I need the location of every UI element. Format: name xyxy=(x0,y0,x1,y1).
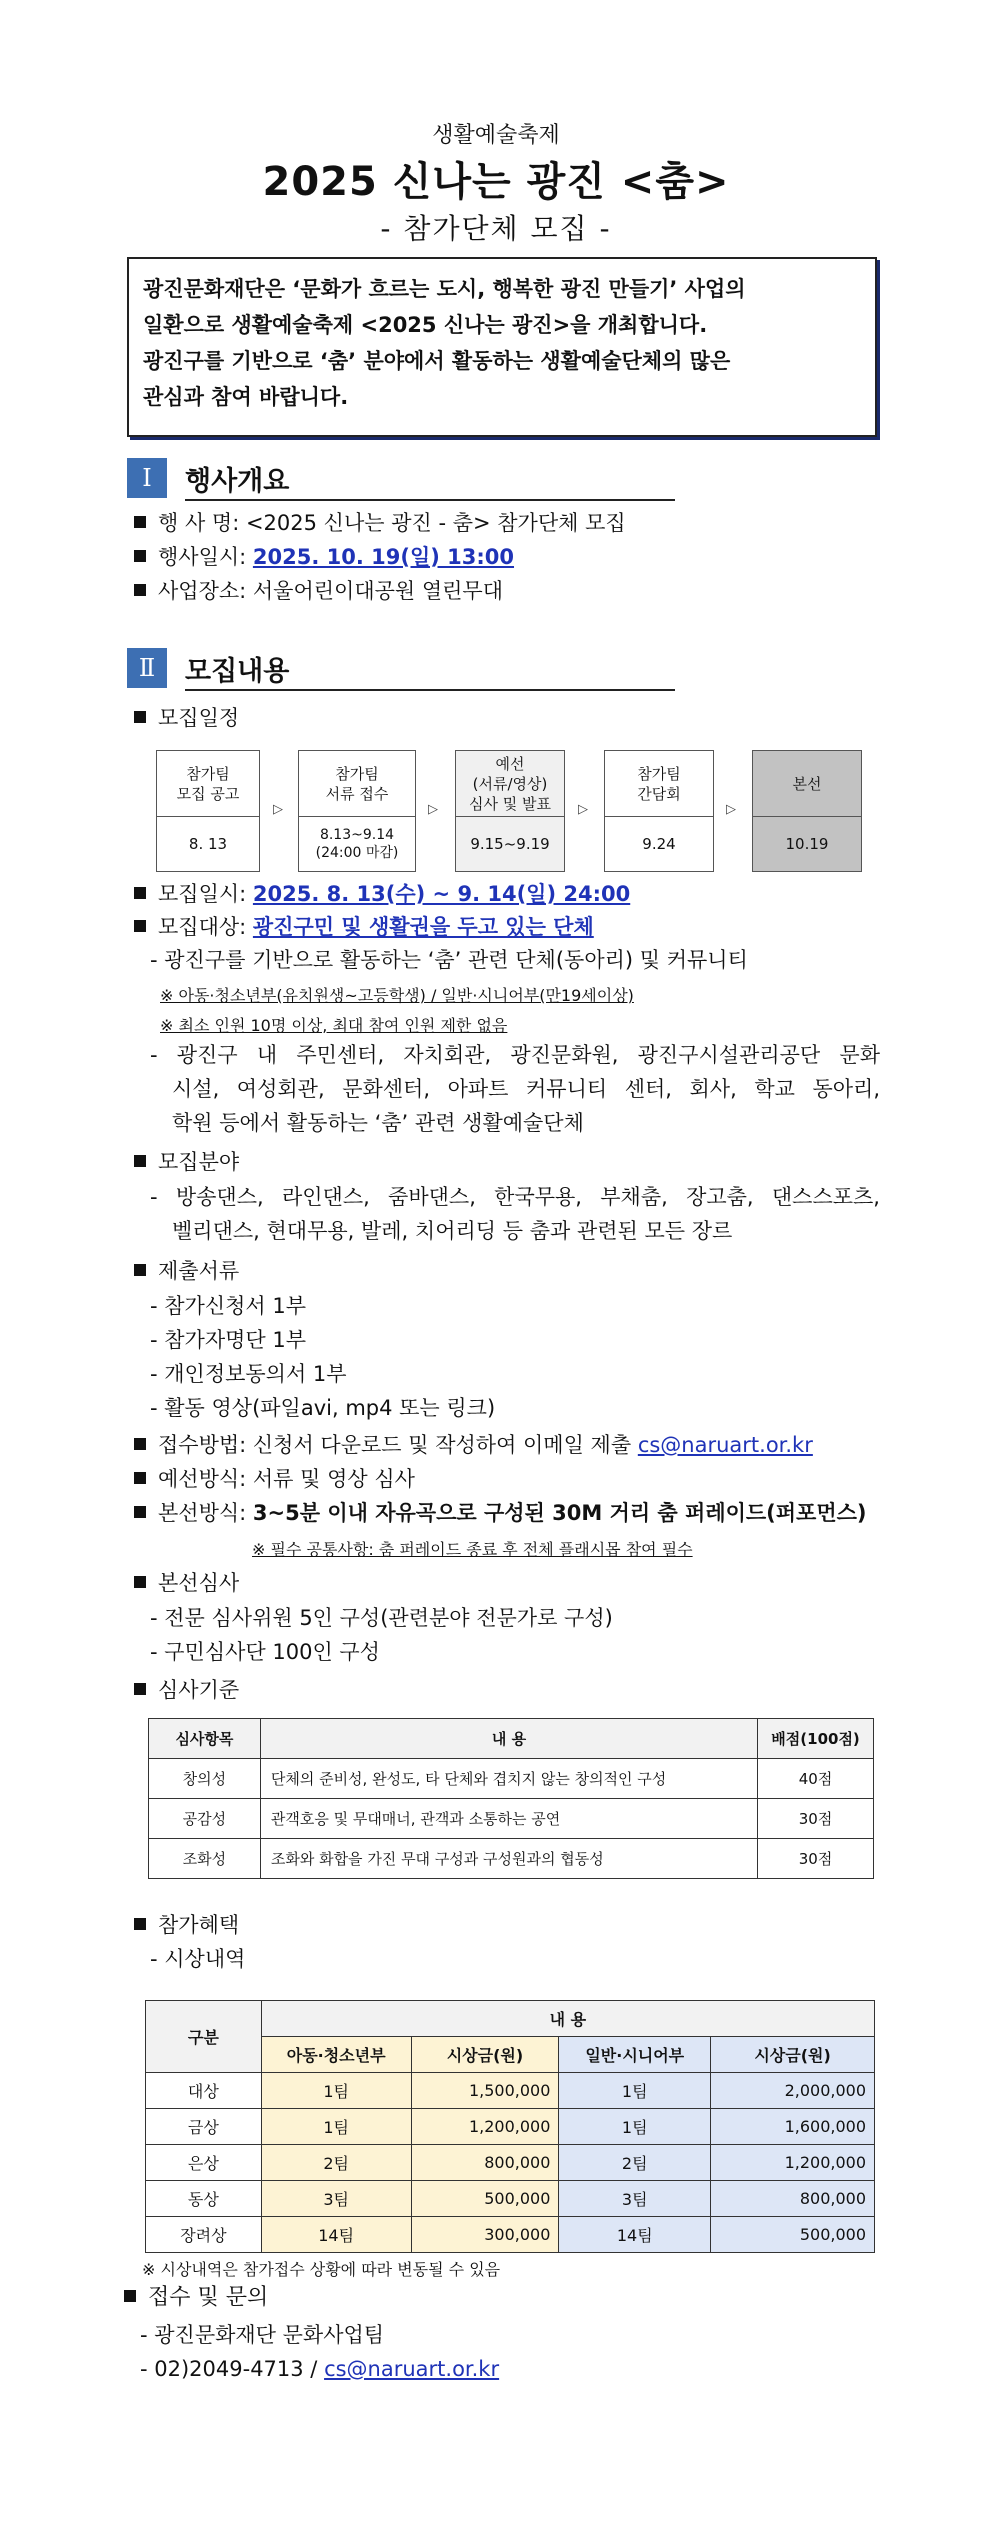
field-detail: 벨리댄스, 현대무용, 발레, 치어리딩 등 춤과 관련된 모든 장르 xyxy=(172,1219,733,1243)
period-value: 2025. 8. 13(수) ~ 9. 14(일) 24:00 xyxy=(252,882,631,906)
timeline-step-title: 참가팀 간담회 xyxy=(605,751,713,817)
table-cell: 1팀 xyxy=(559,2073,711,2109)
field-label: 모집분야 xyxy=(134,1147,239,1177)
table-cell: 3팀 xyxy=(559,2181,711,2217)
timeline-step xyxy=(604,750,714,872)
section-title: 모집내용 xyxy=(185,655,290,687)
event-venue-item: 사업장소: 서울어린이대공원 열린무대 xyxy=(134,576,503,606)
table-cell: 1팀 xyxy=(261,2109,411,2145)
table-row xyxy=(146,2181,875,2217)
square-bullet-icon xyxy=(134,920,146,932)
judge-detail: - 구민심사단 100인 구성 xyxy=(150,1640,380,1664)
docs-item: - 활동 영상(파일avi, mp4 또는 링크) xyxy=(150,1396,496,1420)
contact-phone: - 02)2049-4713 / cs@naruart.or.kr xyxy=(140,2357,500,2381)
arrow-right-icon: ▷ xyxy=(578,802,588,817)
table-row xyxy=(146,2145,875,2181)
timeline-step-date: 8. 13 xyxy=(188,835,228,853)
square-bullet-icon xyxy=(134,1438,146,1450)
timeline-step-title: 본선 xyxy=(753,751,861,817)
square-bullet-icon xyxy=(134,516,146,528)
submit-item: 접수방법: 신청서 다운로드 및 작성하여 이메일 제출 cs@naruart.or.kr xyxy=(134,1430,813,1460)
judge-label: 본선심사 xyxy=(134,1568,239,1598)
event-date-value: 2025. 10. 19(일) 13:00 xyxy=(252,545,515,569)
timeline-step-date: 9.24 xyxy=(642,835,676,853)
prize-note: ※ 시상내역은 참가접수 상황에 따라 변동될 수 있음 xyxy=(142,2260,501,2279)
table-cell: 14팀 xyxy=(261,2217,411,2253)
table-cell: 800,000 xyxy=(411,2145,559,2181)
contact-team: - 광진문화재단 문화사업팀 xyxy=(140,2323,385,2347)
target-note: ※ 아동·청소년부(유치원생~고등학생) / 일반·시니어부(만19세이상) xyxy=(160,986,634,1005)
page-subtitle: - 참가단체 모집 - xyxy=(380,212,612,245)
section-underline xyxy=(185,689,675,691)
event-date-item: 행사일시: 2025. 10. 19(일) 13:00 xyxy=(134,542,514,572)
table-cell: 1,200,000 xyxy=(411,2109,559,2145)
table-row xyxy=(149,1799,874,1839)
intro-line: 광진구를 기반으로 ‘춤’ 분야에서 활동하는 생활예술단체의 많은 xyxy=(143,349,731,373)
prize-table xyxy=(145,2000,875,2253)
table-cell: 금상 xyxy=(146,2109,262,2145)
table-header-row xyxy=(146,2001,875,2037)
table-header: 아동·청소년부 xyxy=(261,2037,411,2073)
square-bullet-icon xyxy=(134,584,146,596)
section-header-recruitment xyxy=(127,645,289,691)
table-cell: 500,000 xyxy=(711,2217,875,2253)
timeline-step-date: 9.15~9.19 xyxy=(470,835,550,853)
square-bullet-icon xyxy=(134,1264,146,1276)
table-header: 내 용 xyxy=(261,2001,874,2037)
table-header-row xyxy=(149,1719,874,1759)
target-detail: - 광진구를 기반으로 활동하는 ‘춤’ 관련 단체(동아리) 및 커뮤니티 xyxy=(150,948,748,972)
table-row xyxy=(149,1759,874,1799)
arrow-right-icon: ▷ xyxy=(428,802,438,817)
timeline-step-date: 8.13~9.14 (24:00 마감) xyxy=(315,827,399,861)
table-header: 내 용 xyxy=(260,1719,757,1759)
square-bullet-icon xyxy=(134,1472,146,1484)
square-bullet-icon xyxy=(134,1918,146,1930)
table-cell: 800,000 xyxy=(711,2181,875,2217)
final-note: ※ 필수 공통사항: 춤 퍼레이드 종료 후 전체 플래시몹 참여 필수 xyxy=(252,1540,693,1559)
square-bullet-icon xyxy=(134,550,146,562)
schedule-label: 모집일정 xyxy=(134,703,239,733)
docs-item: - 참가자명단 1부 xyxy=(150,1328,307,1352)
section-title: 행사개요 xyxy=(185,465,290,497)
timeline-step xyxy=(298,750,416,872)
target-item: 모집대상: 광진구민 및 생활권을 두고 있는 단체 xyxy=(134,912,594,942)
table-cell: 30점 xyxy=(758,1839,874,1879)
square-bullet-icon xyxy=(134,1576,146,1588)
timeline-step-title: 참가팀 서류 접수 xyxy=(299,751,415,817)
table-cell: 단체의 준비성, 완성도, 타 단체와 겹치지 않는 창의적인 구성 xyxy=(260,1759,757,1799)
table-cell: 30점 xyxy=(758,1799,874,1839)
table-cell: 2,000,000 xyxy=(711,2073,875,2109)
period-item: 모집일시: 2025. 8. 13(수) ~ 9. 14(일) 24:00 xyxy=(134,879,630,909)
submit-email-link[interactable]: cs@naruart.or.kr xyxy=(637,1433,813,1457)
table-cell: 1,500,000 xyxy=(411,2073,559,2109)
table-header: 심사항목 xyxy=(149,1719,261,1759)
timeline-step-date: 10.19 xyxy=(785,835,829,853)
benefit-label: 참가혜택 xyxy=(134,1910,239,1940)
table-cell: 1팀 xyxy=(559,2109,711,2145)
table-cell: 대상 xyxy=(146,2073,262,2109)
table-cell: 창의성 xyxy=(149,1759,261,1799)
benefit-sub: - 시상내역 xyxy=(150,1947,246,1971)
arrow-right-icon: ▷ xyxy=(273,802,283,817)
field-detail: - 방송댄스, 라인댄스, 줌바댄스, 한국무용, 부채춤, 장고춤, 댄스스포츠, xyxy=(150,1185,880,1209)
timeline-step-title: 참가팀 모집 공고 xyxy=(157,751,259,817)
square-bullet-icon xyxy=(134,1155,146,1167)
final-value: 3~5분 이내 자유곡으로 구성된 30M 거리 춤 퍼레이드(퍼포먼스) xyxy=(252,1501,867,1525)
table-cell: 조화성 xyxy=(149,1839,261,1879)
contact-email-link[interactable]: cs@naruart.or.kr xyxy=(324,2357,500,2381)
square-bullet-icon xyxy=(134,1683,146,1695)
table-row xyxy=(146,2109,875,2145)
square-bullet-icon xyxy=(134,887,146,899)
target-detail: 시설, 여성회관, 문화센터, 아파트 커뮤니티 센터, 회사, 학교 동아리, xyxy=(172,1077,880,1101)
table-row xyxy=(149,1839,874,1879)
docs-item: - 참가신청서 1부 xyxy=(150,1294,307,1318)
table-cell: 3팀 xyxy=(261,2181,411,2217)
timeline-step xyxy=(752,750,862,872)
table-cell: 1,200,000 xyxy=(711,2145,875,2181)
section-number-badge: Ⅰ xyxy=(127,458,167,498)
table-cell: 14팀 xyxy=(559,2217,711,2253)
table-header: 일반·시니어부 xyxy=(559,2037,711,2073)
table-cell: 공감성 xyxy=(149,1799,261,1839)
table-header: 시상금(원) xyxy=(711,2037,875,2073)
target-detail: - 광진구 내 주민센터, 자치회관, 광진문화원, 광진구시설관리공단 문화 xyxy=(150,1043,880,1067)
table-cell: 1,600,000 xyxy=(711,2109,875,2145)
table-cell: 300,000 xyxy=(411,2217,559,2253)
table-cell: 500,000 xyxy=(411,2181,559,2217)
table-header: 배점(100점) xyxy=(758,1719,874,1759)
table-cell: 은상 xyxy=(146,2145,262,2181)
table-cell: 조화와 화합을 가진 무대 구성과 구성원과의 협동성 xyxy=(260,1839,757,1879)
table-cell: 40점 xyxy=(758,1759,874,1799)
table-row xyxy=(146,2217,875,2253)
page-title: 2025 신나는 광진 <춤> xyxy=(262,159,730,205)
table-cell: 장려상 xyxy=(146,2217,262,2253)
criteria-label: 심사기준 xyxy=(134,1675,239,1705)
intro-line: 일환으로 생활예술축제 <2025 신나는 광진>을 개최합니다. xyxy=(143,313,708,337)
contact-label: 접수 및 문의 xyxy=(124,2283,268,2313)
timeline-step-title: 예선 (서류/영상) 심사 및 발표 xyxy=(456,751,564,817)
square-bullet-icon xyxy=(134,1506,146,1518)
festival-supertitle: 생활예술축제 xyxy=(432,123,560,148)
table-row xyxy=(146,2073,875,2109)
table-cell: 관객호응 및 무대매너, 관객과 소통하는 공연 xyxy=(260,1799,757,1839)
table-cell: 1팀 xyxy=(261,2073,411,2109)
docs-label: 제출서류 xyxy=(134,1256,239,1286)
intro-line: 관심과 참여 바랍니다. xyxy=(143,385,349,409)
timeline-step xyxy=(156,750,260,872)
target-value: 광진구민 및 생활권을 두고 있는 단체 xyxy=(252,915,594,939)
square-bullet-icon xyxy=(134,711,146,723)
timeline-step xyxy=(455,750,565,872)
table-cell: 동상 xyxy=(146,2181,262,2217)
section-underline xyxy=(185,499,675,501)
table-cell: 2팀 xyxy=(261,2145,411,2181)
target-detail: 학원 등에서 활동하는 ‘춤’ 관련 생활예술단체 xyxy=(172,1111,584,1135)
docs-item: - 개인정보동의서 1부 xyxy=(150,1362,347,1386)
target-note: ※ 최소 인원 10명 이상, 최대 참여 인원 제한 없음 xyxy=(160,1016,508,1035)
judge-detail: - 전문 심사위원 5인 구성(관련분야 전문가로 구성) xyxy=(150,1606,613,1630)
arrow-right-icon: ▷ xyxy=(726,802,736,817)
intro-box xyxy=(127,257,877,437)
event-name-item: 행 사 명: <2025 신나는 광진 - 춤> 참가단체 모집 xyxy=(134,508,626,538)
prelim-item: 예선방식: 서류 및 영상 심사 xyxy=(134,1464,415,1494)
table-header: 구분 xyxy=(146,2001,262,2073)
section-header-overview xyxy=(127,455,289,501)
square-bullet-icon xyxy=(124,2290,136,2302)
criteria-table xyxy=(148,1718,874,1879)
final-item: 본선방식: 3~5분 이내 자유곡으로 구성된 30M 거리 춤 퍼레이드(퍼포먼스) xyxy=(134,1498,867,1528)
table-cell: 2팀 xyxy=(559,2145,711,2181)
intro-line: 광진문화재단은 ‘문화가 흐르는 도시, 행복한 광진 만들기’ 사업의 xyxy=(143,277,746,301)
table-header: 시상금(원) xyxy=(411,2037,559,2073)
section-number-badge: Ⅱ xyxy=(127,648,167,688)
